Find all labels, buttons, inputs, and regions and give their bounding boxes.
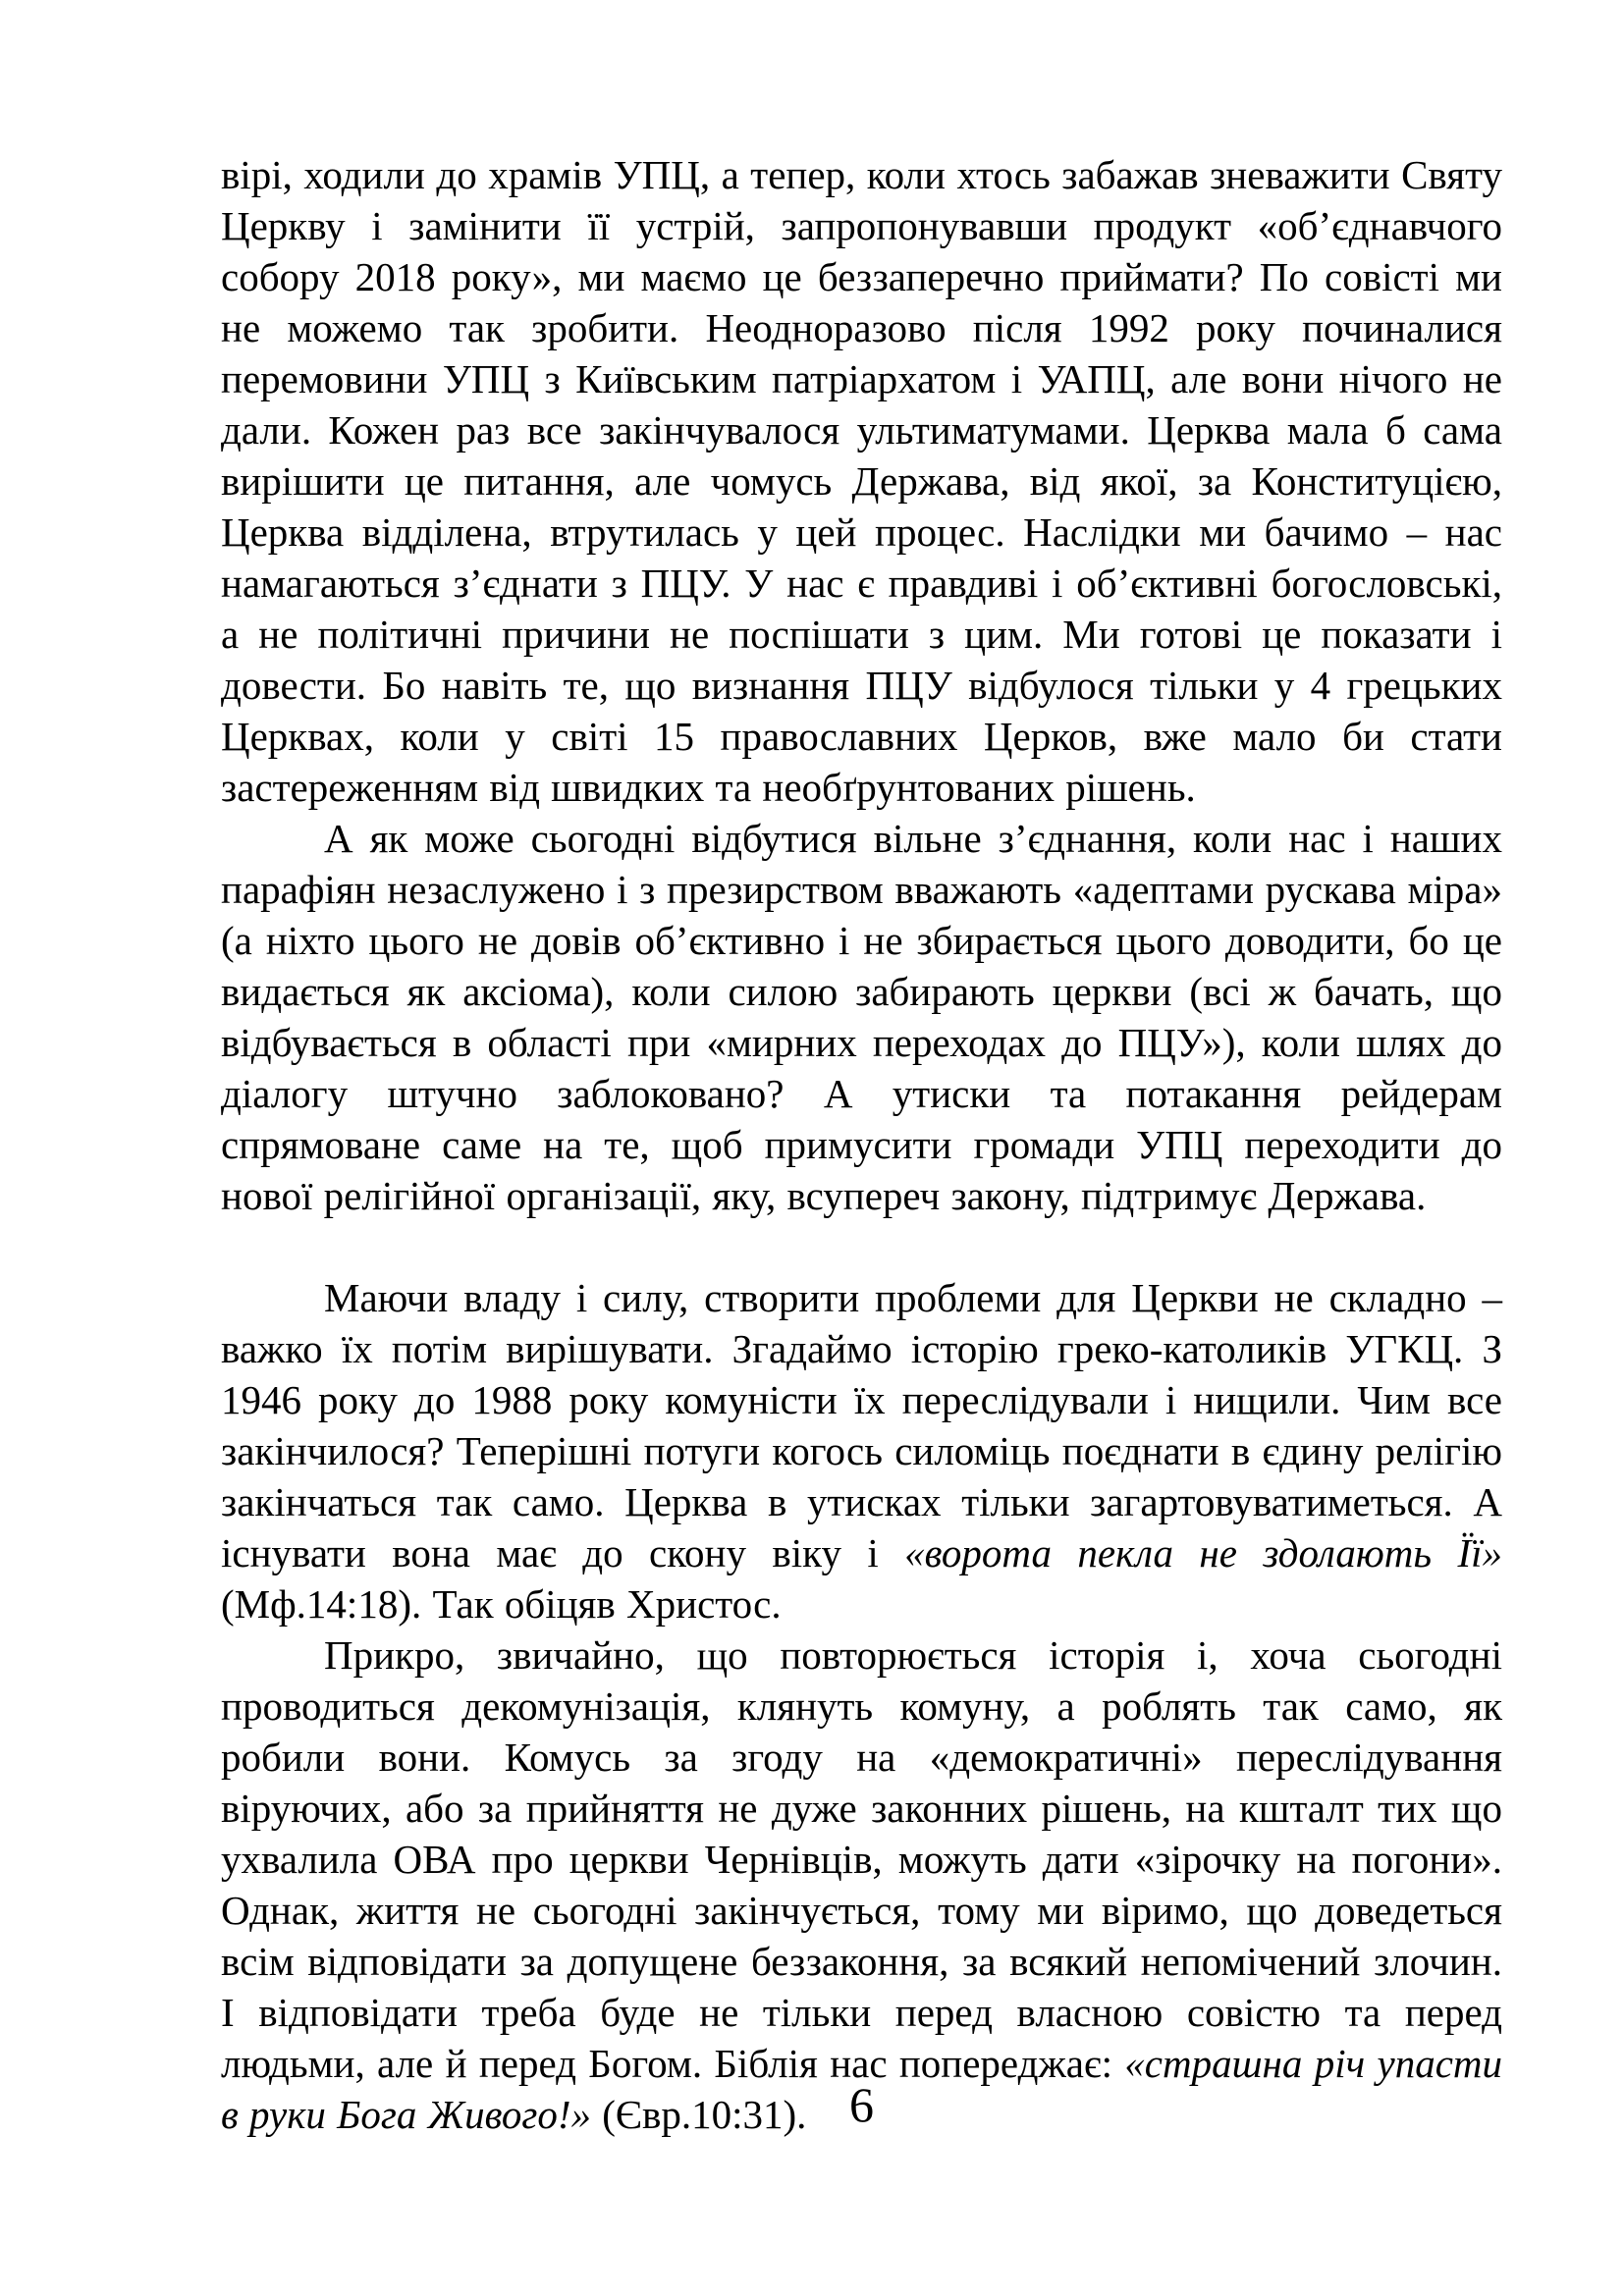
text-segment: Прикро, звичайно, що повторюється історія і, хоча сьогодні проводиться декомунізація, клянуть комуну, а роблять так само, як робили вони. Комусь за згоду на «демократичні» переслідування віруючих, або за прийняття не дуже законних рішень, на кшталт тих що ухвалила ОВА про церкви Чернівців, можуть дати «зірочку на погони». Однак, життя не сьогодні закінчується, тому ми віримо, що доведеться всім відповідати за допущене беззаконня, за всякий непомічений злочин. І відповідати треба буде не тільки перед власною совістю та перед людьми, але й перед Богом. Біблія нас попереджає: [221,1632,1502,2086]
text-segment: (Євр.10:31). [591,2092,807,2137]
text-segment: А як може сьогодні відбутися вільне з’єднання, коли нас і наших парафіян незаслужено і з презирством вважають «адептами рускава міра» (а ніхто цього не довів об’єктивно і не збирається цього доводити, бо це видається як аксіома), коли силою забирають церкви (всі ж бачать, що відбувається в області при «мирних переходах до ПЦУ»), коли шлях до діалогу штучно заблоковано? А утиски та потакання рейдерам спрямоване саме на те, щоб примусити громади УПЦ переходити до нової релігійної організації, яку, всупереч закону, підтримує Держава. [221,816,1502,1218]
body-text [221,149,1502,2140]
page-number: 6 [849,2077,874,2132]
paragraph-2 [221,813,1502,1221]
paragraph-3 [221,1272,1502,1629]
scripture-quote-italic: «страшна річ упасти в руки Бога Живого!» [221,2041,1502,2137]
text-segment: вірі, ходили до храмів УПЦ, а тепер, коли хтось забажав зневажити Святу Церкву і замінити її устрій, запропонувавши продукт «об’єднавчого собору 2018 року», ми маємо це беззаперечно приймати? По совісті ми не можемо так зробити. Неодноразово після 1992 року починалися перемовини УПЦ з Київським патріархатом і УАПЦ, але вони нічого не дали. Кожен раз все закінчувалося ультиматумами. Церква мала б сама вирішити це питання, але чомусь Держава, від якої, за Конституцією, Церква відділена, втрутилась у цей процес. Наслідки ми бачимо – нас намагаються з’єднати з ПЦУ. У нас є правдиві і об’єктивні богословські, а не політичні причини не поспішати з цим. Ми готові це показати і довести. Бо навіть те, що визнання ПЦУ відбулося тільки у 4 грецьких Церквах, коли у світі 15 православних Церков, вже мало би стати застереженням від швидких та необґрунтованих рішень. [221,152,1502,810]
scripture-quote-italic: «ворота пекла не здолають Її» [904,1530,1502,1575]
paragraph-1 [221,149,1502,813]
text-segment: Маючи владу і силу, створити проблеми для Церкви не складно – важко їх потім вирішувати. Згадаймо історію греко-католиків УГКЦ. З 1946 року до 1988 року комуністи їх переслідували і нищили. Чим все закінчилося? Теперішні потуги когось силоміць поєднати в єдину релігію закінчаться так само. Церква в утисках тільки загартовуватиметься. А існувати вона має до скону віку і [221,1275,1502,1575]
paragraph-4 [221,1629,1502,2140]
text-segment: (Мф.14:18). Так обіцяв Христос. [221,1581,782,1627]
